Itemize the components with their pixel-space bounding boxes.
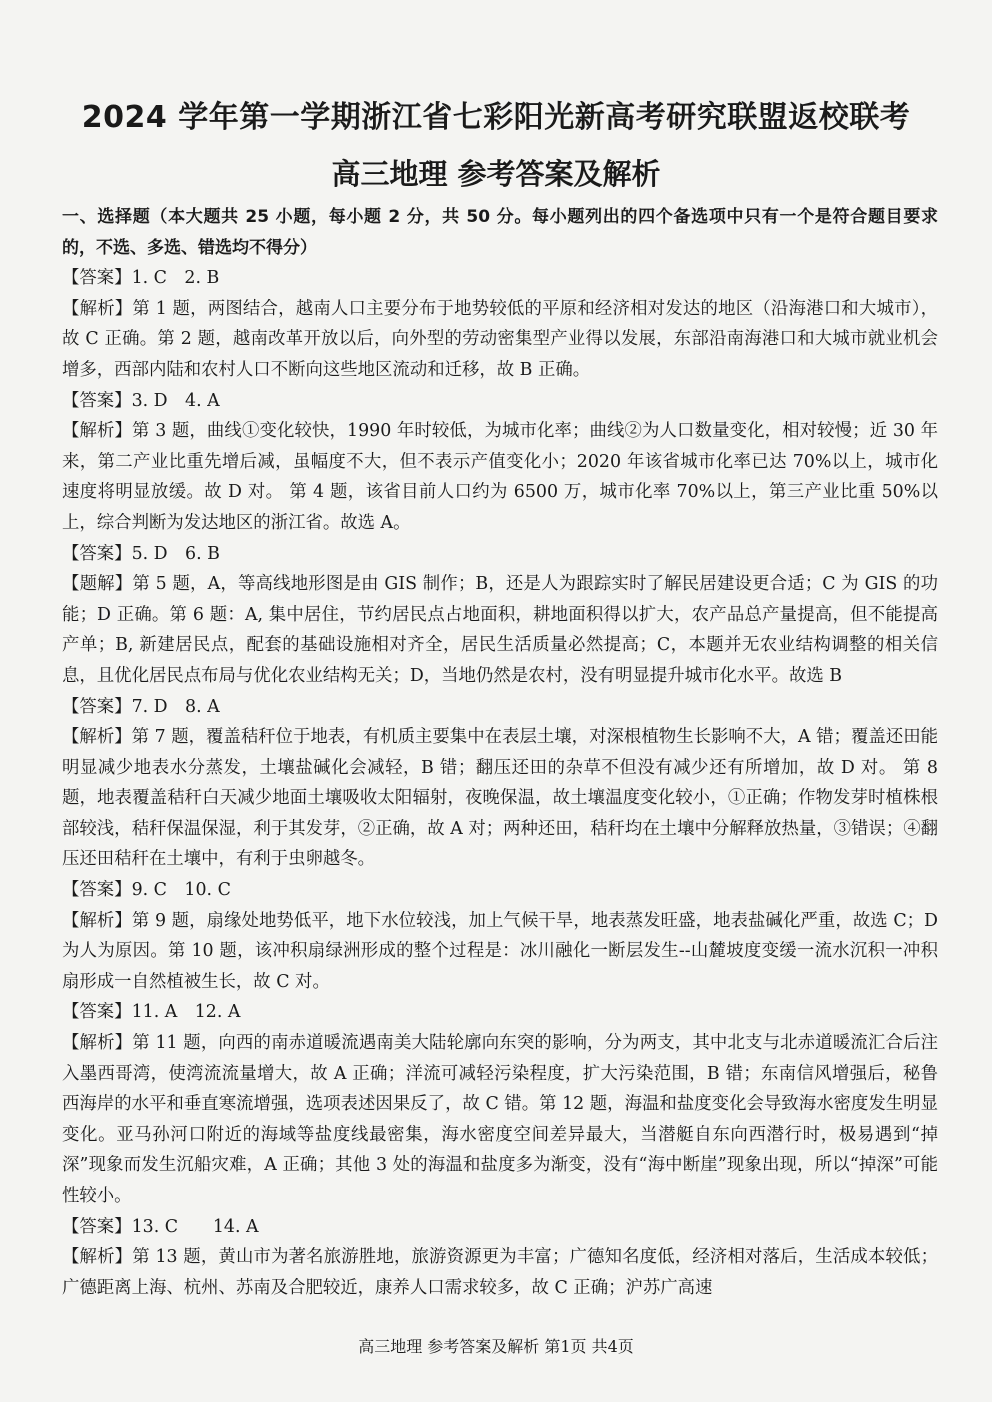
explanation-paragraph: 【解析】第 11 题，向西的南赤道暖流遇南美大陆轮廓向东突的影响，分为两支，其中北支与北赤道暖流汇合后注入墨西哥湾，使湾流流量增大，故 A 正确；洋流可减轻污染程度，扩大污染范围，B 错；东南信风增强后，秘鲁西海岸的水平和垂直寒流增强，选项表述因果反了，故 C 错。第 12 题，海温和盐度变化会导致海水密度发生明显变化。亚马孙河口附近的海域等盐度线最密集，海水密度空间差异最大，当潜艇自东向西潜行时，极易遇到“掉深”现象而发生沉船灾难，A 正确；其他 3 处的海温和盐度多为渐变，没有“海中断崖”现象出现，所以“掉深”可能性较小。 (62, 1033, 938, 1206)
answer-line: 【答案】11. A 12. A (62, 1002, 241, 1023)
explanation-paragraph: 【解析】第 7 题，覆盖秸秆位于地表，有机质主要集中在表层土壤，对深根植物生长影响不大，A 错；覆盖还田能明显减少地表水分蒸发，土壤盐碱化会减轻，B 错；翻压还田的杂草不但没有减少还有所增加，故 D 对。 第 8 题，地表覆盖秸秆白天减少地面土壤吸收太阳辐射，夜晚保温，故土壤温度变化较小，①正确；作物发芽时植株根部较浅，秸秆保温保湿，利于其发芽，②正确，故 A 对；两种还田，秸秆均在土壤中分解释放热量，③错误；④翻压还田秸秆在土壤中，有利于虫卵越冬。 (62, 727, 938, 870)
explanation-paragraph: 【题解】第 5 题，A，等高线地形图是由 GIS 制作；B，还是人为跟踪实时了解民居建设更合适；C 为 GIS 的功能；D 正确。第 6 题：A, 集中居住，节约居民点占地面积，耕地面积得以扩大，农产品总产量提高，但不能提高产单；B, 新建居民点，配套的基础设施相对齐全，居民生活质量必然提高；C，本题并无农业结构调整的相关信息，且优化居民点布局与优化农业结构无关；D，当地仍然是农村，没有明显提升城市化水平。故选 B (62, 574, 938, 686)
answer-line: 【答案】9. C 10. C (62, 880, 231, 901)
explanation-paragraph: 【解析】第 1 题，两图结合，越南人口主要分布于地势较低的平原和经济相对发达的地区（沿海港口和大城市），故 C 正确。第 2 题，越南改革开放以后，向外型的劳动密集型产业得以发展，东部沿南海港口和大城市就业机会增多，西部内陆和农村人口不断向这些地区流动和迁移，故 B 正确。 (62, 298, 938, 380)
document-title: 2024 学年第一学期浙江省七彩阳光新高考研究联盟返校联考 (81, 100, 911, 135)
section-heading: 一、选择题（本大题共 25 小题，每小题 2 分，共 50 分。每小题列出的四个备选项中只有一个是符合题目要求的，不选、多选、错选均不得分） (62, 207, 938, 258)
answer-line: 【答案】7. D 8. A (62, 696, 220, 717)
answer-line: 【答案】3. D 4. A (62, 390, 220, 411)
page-footer: 高三地理 参考答案及解析 第1页 共4页 (358, 1337, 634, 1356)
answer-line: 【答案】13. C 14. A (62, 1216, 259, 1237)
explanation-paragraph: 【解析】第 3 题，曲线①变化较快，1990 年时较低，为城市化率；曲线②为人口数量变化，相对较慢；近 30 年来，第二产业比重先增后减，虽幅度不大，但不表示产值变化小；2020 年该省城市化率已达 70%以上，城市化速度将明显放缓。故 D 对。 第 4 题，该省目前人口约为 6500 万，城市化率 70%以上，第三产业比重 50%以上，综合判断为发达地区的浙江省。故选 A。 (62, 421, 938, 533)
answer-line: 【答案】1. C 2. B (62, 268, 220, 289)
document-subtitle: 高三地理 参考答案及解析 (331, 157, 661, 191)
answer-line: 【答案】5. D 6. B (62, 543, 220, 564)
explanation-paragraph: 【解析】第 13 题，黄山市为著名旅游胜地，旅游资源更为丰富；广德知名度低，经济相对落后，生活成本较低；广德距离上海、杭州、苏南及合肥较近，康养人口需求较多，故 C 正确；沪苏广高速 (62, 1247, 938, 1298)
answer-content (62, 202, 938, 1303)
explanation-paragraph: 【解析】第 9 题，扇缘处地势低平，地下水位较浅，加上气候干旱，地表蒸发旺盛，地表盐碱化严重，故选 C；D 为人为原因。第 10 题，该冲积扇绿洲形成的整个过程是：冰川融化一断层发生--山麓坡度变缓一流水沉积一冲积扇形成一自然植被生长，故 C 对。 (62, 910, 938, 992)
